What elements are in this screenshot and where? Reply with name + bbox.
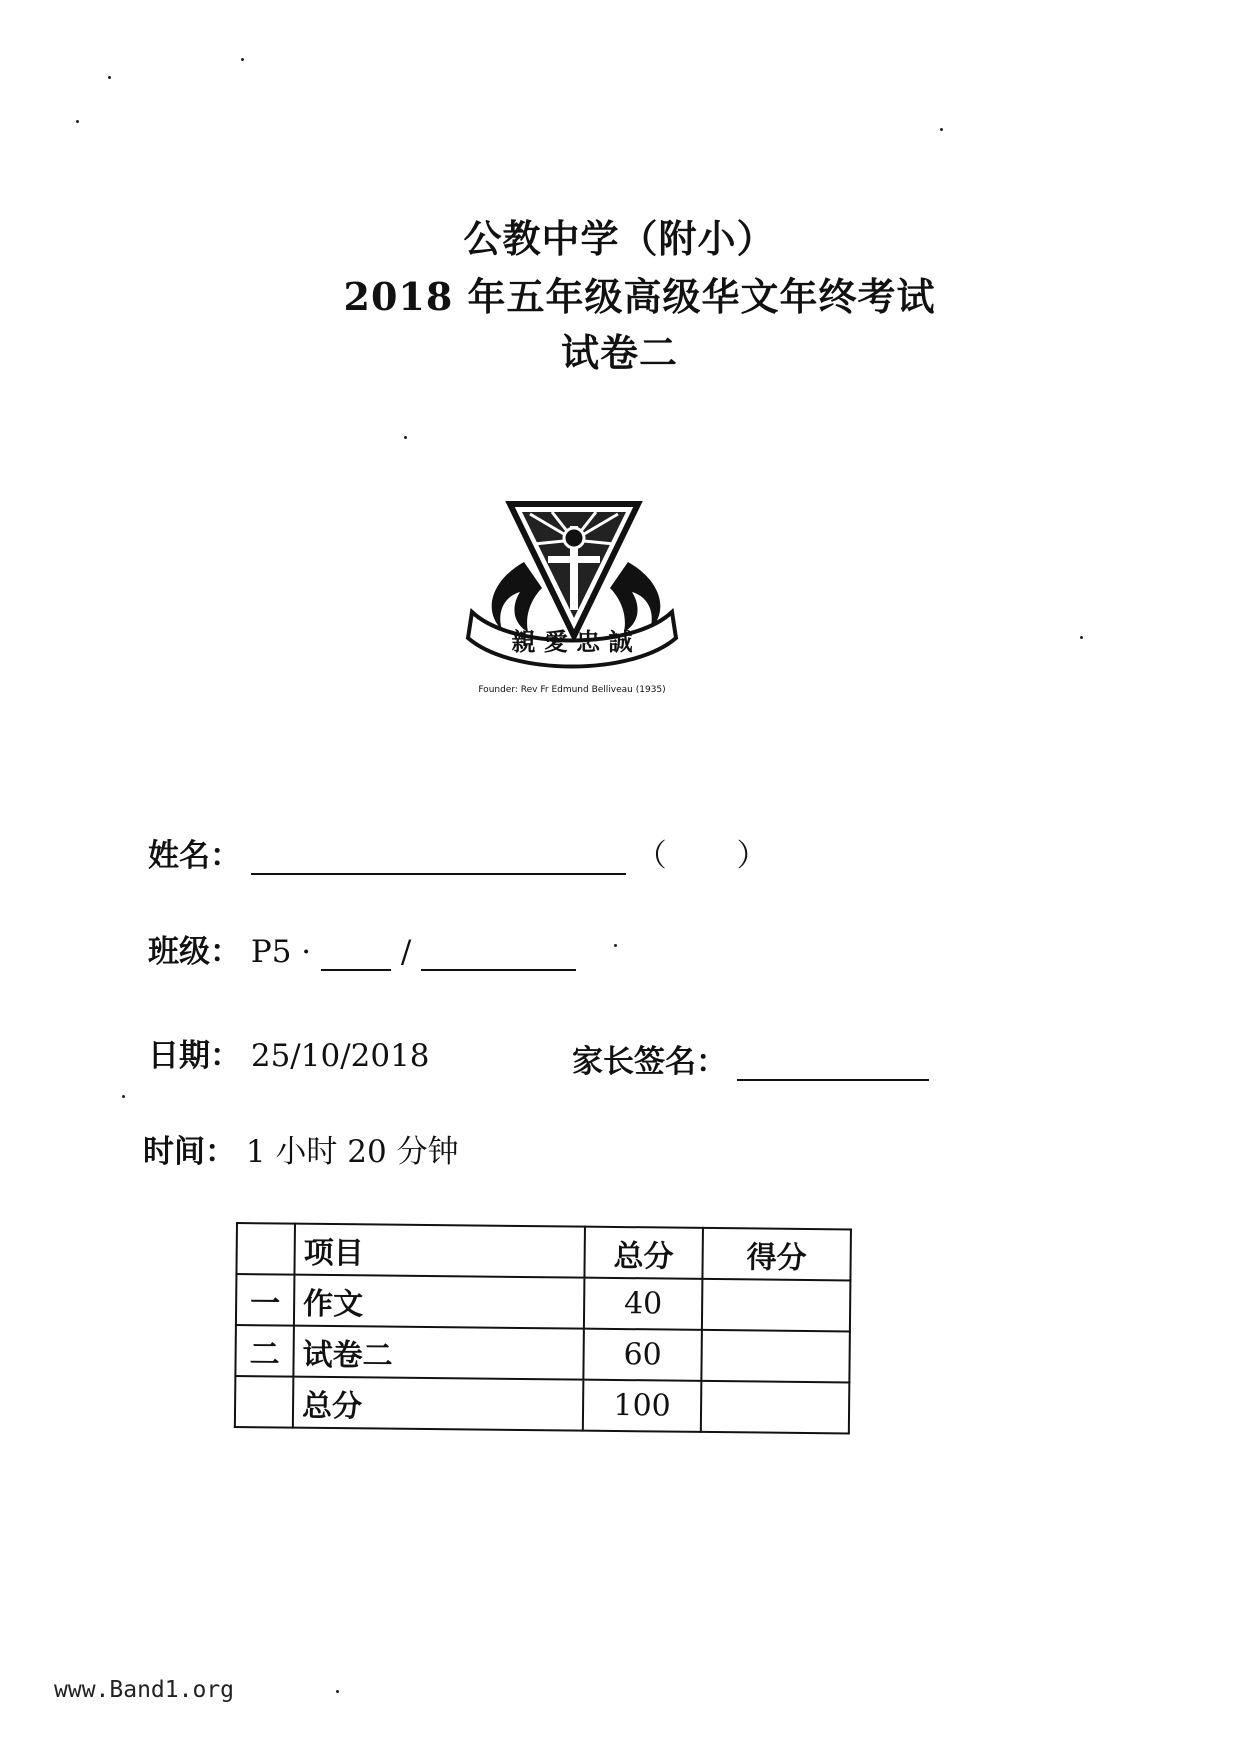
scan-speck [336,1690,339,1693]
time-label: 时间： [143,1134,236,1170]
header-cell: 项目 [294,1224,585,1278]
header-cell: 得分 [702,1228,851,1281]
parent-signature-field [572,1036,929,1081]
table-row [235,1376,850,1433]
row-total: 100 [583,1380,702,1432]
class-prefix: P5 · [250,934,312,970]
date-field [148,1030,430,1075]
row-score-blank[interactable] [701,1330,850,1383]
signature-label: 家长签名： [572,1044,727,1080]
scan-speck [76,120,79,123]
table-header-row [236,1223,851,1280]
scan-speck [404,436,407,439]
right-flame-icon [610,562,660,632]
left-flame-icon [492,562,542,632]
index-bracket-open: （ [635,838,667,874]
class-field [148,926,576,971]
class-label: 班级： [148,934,241,970]
header-cell: 总分 [584,1227,703,1279]
scan-speck [940,128,943,131]
school-crest-logo [462,500,682,715]
row-score-blank[interactable] [702,1279,851,1332]
score-table [234,1222,852,1434]
exam-title: 2018 年五年级高级华文年终考试 [343,274,936,319]
crest-motto: 親 愛 忠 誠 [511,627,633,656]
row-item: 试卷二 [293,1326,584,1380]
class-separator: / [400,934,412,970]
row-item: 总分 [293,1377,584,1431]
date-label: 日期： [148,1038,241,1074]
school-name: 公教中学（附小） [463,216,776,261]
row-score-blank[interactable] [701,1381,850,1434]
row-total: 40 [584,1278,703,1330]
table-row [235,1325,850,1382]
class-blank[interactable] [321,939,391,971]
signature-blank[interactable] [737,1049,929,1081]
row-number [235,1376,294,1428]
header-cell [236,1223,295,1275]
name-field [148,830,767,875]
name-label: 姓名： [148,838,241,874]
watermark-text: www.Band1.org [54,1677,235,1703]
row-number: 一 [236,1274,295,1326]
scan-speck [241,58,244,61]
scan-speck [1080,636,1083,639]
index-bracket-close: ） [736,838,768,874]
time-field [143,1126,459,1171]
scan-speck [614,944,617,947]
row-item: 作文 [294,1275,585,1329]
date-value: 25/10/2018 [250,1038,430,1074]
row-total: 60 [583,1329,702,1381]
crest-founder: Founder: Rev Fr Edmund Belliveau (1935) [478,685,666,695]
scan-speck [122,1095,125,1098]
table-row [236,1274,851,1331]
class-number-blank[interactable] [421,939,576,971]
row-number: 二 [235,1325,294,1377]
paper-title: 试卷二 [560,330,678,375]
name-blank[interactable] [251,843,626,875]
scan-speck [108,76,111,79]
time-value: 1 小时 20 分钟 [245,1134,459,1170]
